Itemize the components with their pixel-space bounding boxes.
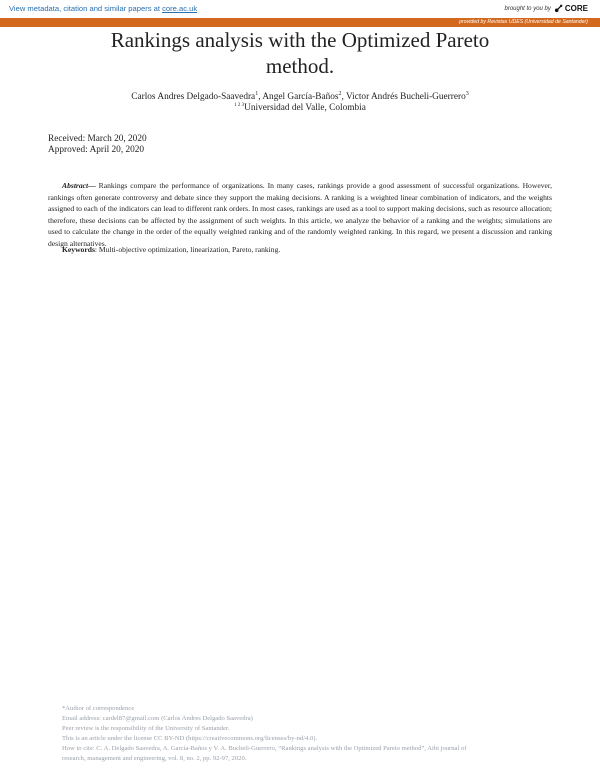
author-name: Victor Andrés Bucheli-Guerrero (345, 92, 466, 103)
affiliation (60, 103, 540, 113)
keywords-text: : Multi-objective optimization, linearization, Pareto, ranking. (94, 245, 281, 254)
affiliation-text: Universidad del Valle, Colombia (244, 103, 366, 114)
author-name: Carlos Andres Delgado-Saavedra (131, 92, 256, 103)
author-sup: 3 (465, 91, 469, 97)
title-line-1: Rankings analysis with the Optimized Pareto (110, 28, 490, 52)
footnote-line: How to cite: C. A. Delgado Saavedra, A. García-Baños y V. A. Bucheli-Guerrero, “Rankings analysis with the Optimized Pareto method”, Aibi journal of (62, 745, 467, 752)
author-sup: 2 (338, 91, 342, 97)
author-list: Carlos Andres Delgado-Saavedra$^1$, Angel García-Baños$^2$, Victor Andrés Bucheli-Guerrero$^3$ (131, 91, 469, 103)
core-logo-text: CORE (564, 4, 588, 13)
keywords-label: Keywords (62, 245, 95, 254)
footnote-line: Email address: cardel87@gmail.com (Carlos Andres Delgado Saavedra) (62, 715, 253, 722)
affiliation-sup: 1 2 3 (234, 103, 245, 108)
submission-dates (48, 134, 147, 156)
approved-date: Approved: April 20, 2020 (48, 145, 145, 155)
core-metadata-link[interactable] (9, 4, 197, 13)
footnote-line: *Author of correspondence (62, 705, 135, 712)
footnote-line: Peer review is the responsibility of the University of Santander. (62, 725, 230, 732)
core-domain-link[interactable]: core.ac.uk (162, 4, 198, 13)
received-date: Received: March 20, 2020 (48, 134, 147, 144)
title-line-2: method. (265, 54, 335, 78)
provider-text: provided by Revistas UDES (Universidad de Santander) (459, 19, 588, 25)
footnote-line: research, management and engineering, vol. 8, no. 2, pp. 92-97, 2020. (62, 755, 247, 762)
abstract-text: Rankings compare the performance of organizations. In many cases, rankings provide a good assessment of successful organizations. However, rankings often generate controversy and debate since they support the making decisions. A ranking is a weighted linear combination of indicators, and the weights assigned to each of the indicators can lead to different rank orders. In most cases, rankings are used as a tool to support making decisions, such as resource allocation; therefore, these decisions can be affected by the assignment of such weights. In this article, we analyze the behavior of a ranking and the weights; simulations are used to calculate the change in the order of the equally weighted ranking and of the randomly weighted ranking. In this regard, we present a discussion and ranking design alternatives. (48, 181, 552, 248)
keywords (62, 245, 280, 254)
provider-bar (0, 18, 600, 27)
brought-to-you (505, 4, 589, 13)
author-sup: 1 (255, 91, 259, 97)
brought-text: brought to you by (504, 5, 551, 12)
author-name: Angel García-Baños (262, 92, 339, 103)
core-link-text: View metadata, citation and similar papers at (9, 4, 163, 13)
core-logo[interactable] (554, 4, 588, 13)
core-logo-icon (554, 4, 563, 13)
footnotes (62, 704, 562, 764)
abstract-label: Abstract— (62, 181, 96, 190)
abstract (48, 180, 552, 249)
footnote-line: This is an article under the license CC BY-ND (https://creativecommons.org/licenses/by-nd/4.0). (62, 735, 318, 742)
paper-title (60, 27, 540, 79)
